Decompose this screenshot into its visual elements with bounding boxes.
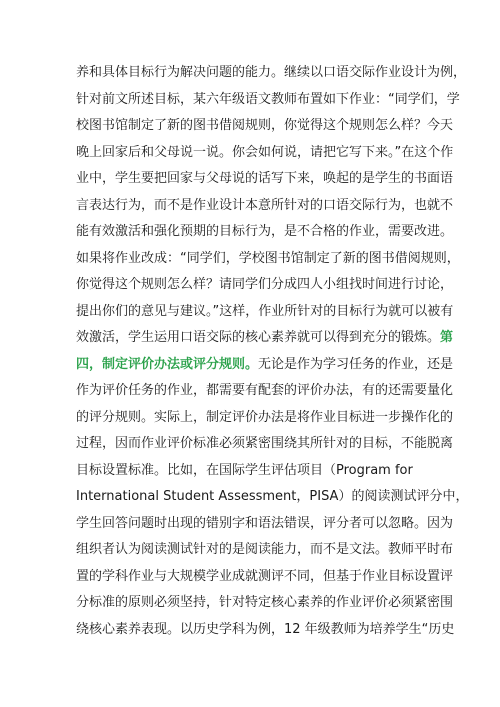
text-line-7: 能有效激活和强化预期的目标行为，是不合格的作业，需要改进。 [76,224,454,239]
section-heading: 四，制定评价办法或评分规则。 [76,357,259,372]
text-line-13: 作为评价任务的作业，都需要有配套的评价办法，有的还需要量化 [76,383,454,398]
text-line-9: 你觉得这个规则怎么样？请同学们分成四人小组找时间进行讨论， [76,277,454,292]
text-line-16: 目标设置标准。比如，在国际学生评估项目（Program for [76,463,413,478]
text-line-2: 针对前文所述目标，某六年级语文教师布置如下作业：“同学们，学 [76,92,460,107]
text-line-3: 校图书馆制定了新的图书借阅规则，你觉得这个规则怎么样？今天 [76,118,454,133]
text-line-20: 置的学科作业与大规模学业成就测评不同，但基于作业目标设置评 [76,569,454,584]
text-line-6: 言表达行为，而不是作业设计本意所针对的口语交际行为，也就不 [76,198,454,213]
text-line-5: 业中，学生要把回家与父母说的话写下来，唤起的是学生的书面语 [76,171,454,186]
text-line-12: 四，制定评价办法或评分规则。无论是作为学习任务的作业，还是 [76,357,454,372]
text-line-22: 绕核心素养表现。以历史学科为例，12 年级教师为培养学生“历史 [76,622,455,637]
text-line-11: 效激活，学生运用口语交际的核心素养就可以得到充分的锻炼。第 [76,330,454,345]
text-line-15: 过程，因而作业评价标准必须紧密围绕其所针对的目标，不能脱离 [76,436,454,451]
section-heading-start: 第 [440,330,454,345]
text-line-1: 养和具体目标行为解决问题的能力。继续以口语交际作业设计为例， [76,65,467,80]
text-line-4: 晚上回家后和父母说一说。你会如何说，请把它写下来。”在这个作 [76,145,454,160]
text-line-14: 的评分规则。实际上，制定评价办法是将作业目标进一步操作化的 [76,410,454,425]
text-line-10: 提出你们的意见与建议。”这样，作业所针对的目标行为就可以被有 [76,304,454,319]
text-line-18: 学生回答问题时出现的错别字和语法错误，评分者可以忽略。因为 [76,516,454,531]
text-line-19: 组织者认为阅读测试针对的是阅读能力，而不是文法。教师平时布 [76,542,454,557]
text-line-8: 如果将作业改成：“同学们，学校图书馆制定了新的图书借阅规则， [76,251,460,266]
text-line-21: 分标准的原则必须坚持，针对特定核心素养的作业评价必须紧密围 [76,595,454,610]
text-line-17: International Student Assessment，PISA）的阅读测试评分中， [76,489,469,504]
